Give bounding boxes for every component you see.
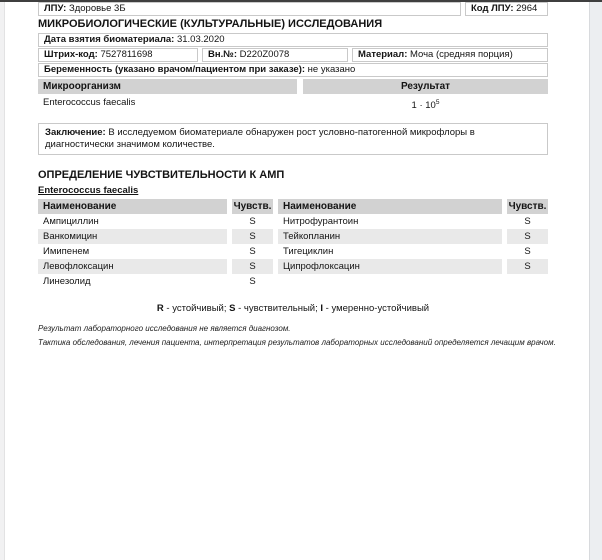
biomaterial-date-value: 31.03.2020 [176, 34, 225, 45]
pregnancy-box [38, 63, 548, 77]
amp-table-row [38, 244, 548, 259]
material-value: Моча (средняя порция) [410, 49, 513, 60]
barcode-label: Штрих-код: [44, 49, 98, 60]
biomaterial-date-box [38, 33, 548, 47]
report-title: МИКРОБИОЛОГИЧЕСКИЕ (КУЛЬТУРАЛЬНЫЕ) ИССЛЕДОВАНИЯ [38, 18, 383, 30]
conclusion-text: В исследуемом биоматериале обнаружен рост условно-патогенной микрофлоры в диагностически значимом количестве. [45, 127, 475, 150]
amp-sens-column-header: Чувств. [233, 201, 272, 212]
sensitivity-value: S [249, 216, 256, 227]
biomaterial-date-label: Дата взятия биоматериала: [44, 34, 175, 45]
pregnancy-label: Беременность (указано врачом/пациентом при заказе): [44, 64, 306, 75]
organism-name: Enterococcus faecalis [43, 97, 136, 108]
antibiotic-name: Тейкопланин [278, 229, 502, 244]
conclusion-box [38, 123, 548, 155]
sensitivity-title: ОПРЕДЕЛЕНИЕ ЧУВСТВИТЕЛЬНОСТИ К АМП [38, 169, 285, 181]
legend-r: R [156, 303, 164, 314]
sensitivity-value: S [524, 216, 531, 227]
result-column-header: Результат [303, 79, 548, 94]
material-box [352, 48, 548, 62]
barcode-box [38, 48, 198, 62]
amp-name-column-header: Наименование [278, 199, 502, 214]
legend-r-desc: - устойчивый; [163, 303, 230, 314]
lpu-code-value: 2964 [516, 3, 538, 14]
footer-disclaimer-1: Результат лабораторного исследования не является диагнозом. [38, 324, 291, 333]
sensitivity-organism: Enterococcus faecalis [38, 185, 139, 196]
lpu-box [38, 2, 461, 16]
pregnancy-value: не указано [307, 64, 356, 75]
internal-number-box [202, 48, 348, 62]
page-edge-left [0, 0, 5, 560]
amp-table-row [38, 229, 548, 244]
material-label: Материал: [358, 49, 408, 60]
page-edge-right [589, 0, 602, 560]
legend-s-desc: - чувствительный; [235, 303, 321, 314]
result-base: 1 · 10 [411, 100, 436, 112]
sensitivity-value: S [249, 276, 256, 287]
barcode-value: 7527811698 [100, 49, 153, 60]
sensitivity-value-empty [507, 274, 548, 289]
sensitivity-value: S [507, 259, 548, 274]
sensitivity-value: S [232, 229, 273, 244]
antibiotic-name: Левофлоксацин [38, 259, 227, 274]
amp-sensitivity-table [38, 199, 548, 289]
antibiotic-name: Тигециклин [283, 246, 334, 257]
antibiotic-name: Ванкомицин [38, 229, 227, 244]
lpu-value: Здоровье 3Б [68, 3, 126, 14]
legend-i: I [320, 303, 324, 314]
conclusion-label: Заключение: [45, 127, 106, 138]
antibiotic-name: Имипенем [43, 246, 90, 257]
footer-disclaimer-2: Тактика обследования, лечения пациента, интерпретация результатов лабораторных исследований определяется лечащим врачом. [38, 338, 556, 347]
organism-column-header: Микроорганизм [38, 79, 297, 94]
antibiotic-name: Нитрофурантоин [283, 216, 359, 227]
internal-number-label: Вн.№: [208, 49, 237, 60]
legend-s: S [229, 303, 236, 314]
legend-i-desc: - умеренно-устойчивый [323, 303, 430, 314]
amp-name-column-header: Наименование [38, 199, 227, 214]
antibiotic-name: Ампициллин [43, 216, 99, 227]
amp-header-row [38, 199, 548, 214]
sensitivity-value: S [524, 246, 531, 257]
sensitivity-value: S [507, 229, 548, 244]
lab-report-page [38, 0, 556, 560]
sensitivity-value: S [232, 259, 273, 274]
amp-table-row [38, 214, 548, 229]
sensitivity-value: S [249, 246, 256, 257]
antibiotic-name-empty [278, 274, 502, 289]
result-exponent: 5 [435, 99, 440, 106]
antibiotic-name: Ципрофлоксацин [278, 259, 502, 274]
organism-result-value [303, 95, 548, 113]
lpu-label: ЛПУ: [44, 3, 67, 14]
antibiotic-name: Линезолид [43, 276, 91, 287]
amp-sens-column-header: Чувств. [508, 201, 547, 212]
internal-number-value: D220Z0078 [239, 49, 290, 60]
amp-table-row [38, 274, 548, 289]
top-border-line [0, 0, 602, 2]
lpu-code-label: Код ЛПУ: [471, 3, 514, 14]
amp-table-row [38, 259, 548, 274]
sensitivity-legend [38, 302, 548, 315]
lpu-code-box [465, 2, 548, 16]
